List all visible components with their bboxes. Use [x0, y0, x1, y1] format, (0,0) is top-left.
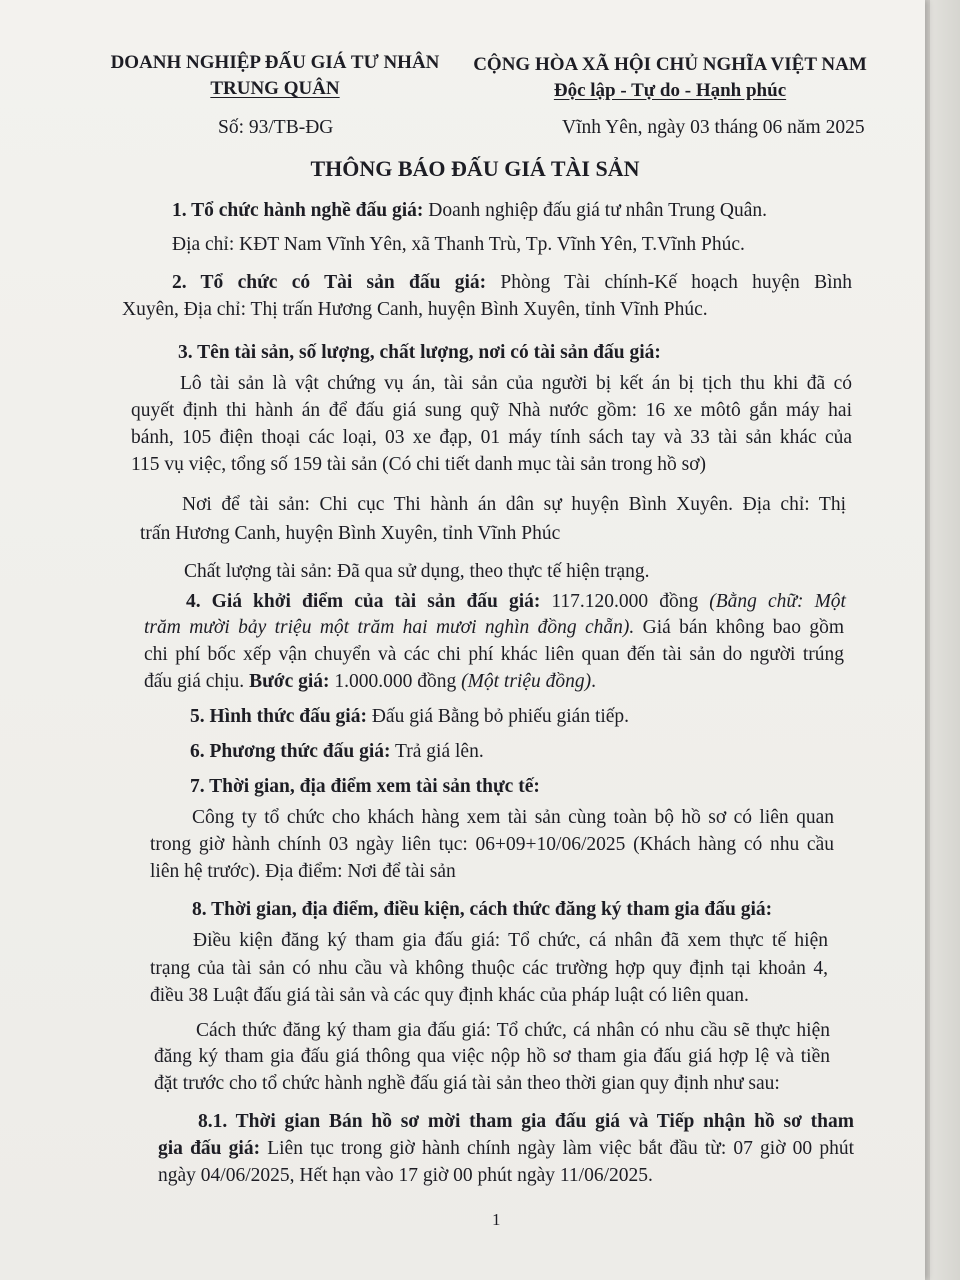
section-8-p1-line1: Điều kiện đăng ký tham gia đấu giá: Tổ chức, cá nhân đã xem thực tế hiện	[193, 930, 828, 951]
section-1-address: Địa chỉ: KĐT Nam Vĩnh Yên, xã Thanh Trù, Tp. Vĩnh Yên, T.Vĩnh Phúc.	[172, 234, 745, 255]
section-4-line2: trăm mười bảy triệu một trăm hai mươi nghìn đồng chẵn). Giá bán không bao gồm	[144, 617, 844, 638]
section-8-p2-line2: đăng ký tham gia đấu giá thông qua việc nộp hồ sơ tham gia đấu giá hợp lệ và tiền	[154, 1046, 830, 1067]
page-number: 1	[492, 1210, 501, 1229]
section-7-line1: Công ty tổ chức cho khách hàng xem tài sản cùng toàn bộ hồ sơ có liên quan	[192, 807, 834, 828]
section-8-1-line1: 8.1. Thời gian Bán hồ sơ mời tham gia đấu giá và Tiếp nhận hồ sơ tham	[198, 1111, 854, 1132]
section-8-p1-line3: điều 38 Luật đấu giá tài sản và các quy định khác của pháp luật có liên quan.	[150, 985, 749, 1006]
section-8-p2-line1: Cách thức đăng ký tham gia đấu giá: Tổ chức, cá nhân có nhu cầu sẽ thực hiện	[196, 1020, 830, 1041]
section-5: 5. Hình thức đấu giá: Đấu giá Bằng bỏ phiếu gián tiếp.	[190, 706, 630, 727]
place-date: Vĩnh Yên, ngày 03 tháng 06 năm 2025	[562, 117, 865, 138]
section-2-line2: Xuyên, Địa chỉ: Thị trấn Hương Canh, huyện Bình Xuyên, tỉnh Vĩnh Phúc.	[122, 299, 708, 320]
section-8-1-line2: gia đấu giá: Liên tục trong giờ hành chính ngày làm việc bắt đầu từ: 07 giờ 00 phút	[158, 1138, 854, 1159]
section-3-p1-line4: 115 vụ việc, tổng số 159 tài sản (Có chi tiết danh mục tài sản trong hồ sơ)	[131, 454, 706, 475]
section-4-line3: chi phí bốc xếp vận chuyển và các chi phí khác liên quan đến tài sản do người trúng	[144, 644, 844, 665]
org-name-line2: TRUNG QUÂN	[210, 78, 340, 99]
section-8-heading: 8. Thời gian, địa điểm, điều kiện, cách thức đăng ký tham gia đấu giá:	[192, 899, 773, 920]
section-4-line1: 4. Giá khởi điểm của tài sản đấu giá: 117.120.000 đồng (Bằng chữ: Một	[186, 591, 846, 612]
section-8-1-line3: ngày 04/06/2025, Hết hạn vào 17 giờ 00 phút ngày 11/06/2025.	[158, 1165, 653, 1186]
org-name: DOANH NGHIỆP ĐẤU GIÁ TƯ NHÂN	[110, 52, 440, 73]
section-7-line2: trong giờ hành chính 03 ngày liên tục: 06+09+10/06/2025 (Khách hàng có nhu cầu	[150, 834, 834, 855]
section-6: 6. Phương thức đấu giá: Trả giá lên.	[190, 741, 484, 762]
section-8-p1-line2: trạng của tài sản có nhu cầu và không thuộc các trường hợp quy định tại khoản 4,	[150, 958, 828, 979]
document-number: Số: 93/TB-ĐG	[218, 117, 334, 138]
section-3-p1-line2: quyết định thi hành án để đấu giá sung quỹ Nhà nước gồm: 16 xe môtô gắn máy hai	[131, 400, 852, 421]
country-name: CỘNG HÒA XÃ HỘI CHỦ NGHĨA VIỆT NAM	[473, 54, 867, 75]
section-8-p2-line3: đặt trước cho tổ chức hành nghề đấu giá tài sản theo thời gian quy định như sau:	[154, 1073, 780, 1094]
section-7-heading: 7. Thời gian, địa điểm xem tài sản thực tế:	[190, 776, 540, 797]
section-1: 1. Tổ chức hành nghề đấu giá: Doanh nghiệp đấu giá tư nhân Trung Quân.	[172, 200, 768, 221]
underlying-page-edge	[930, 0, 960, 1280]
section-3-p2-line2: trấn Hương Canh, huyện Bình Xuyên, tỉnh Vĩnh Phúc	[140, 523, 561, 544]
section-3-p1-line1: Lô tài sản là vật chứng vụ án, tài sản của người bị kết án bị tịch thu khi đã có	[180, 373, 852, 394]
section-3-p3: Chất lượng tài sản: Đã qua sử dụng, theo thực tế hiện trạng.	[184, 561, 650, 582]
section-2: 2. Tổ chức có Tài sản đấu giá: Phòng Tài chính-Kế hoạch huyện Bình	[172, 272, 852, 293]
national-motto: Độc lập - Tự do - Hạnh phúc	[553, 80, 787, 101]
section-4-line4: đấu giá chịu. Bước giá: 1.000.000 đồng (Một triệu đồng).	[144, 671, 596, 692]
section-3-p1-line3: bánh, 105 điện thoại các loại, 03 xe đạp, 01 máy tính sách tay và 33 tài sản khác của	[131, 427, 852, 448]
document-title: THÔNG BÁO ĐẤU GIÁ TÀI SẢN	[310, 156, 640, 181]
section-3-p2-line1: Nơi để tài sản: Chi cục Thi hành án dân sự huyện Bình Xuyên. Địa chỉ: Thị	[182, 494, 846, 515]
section-7-line3: liên hệ trước). Địa điểm: Nơi để tài sản	[150, 861, 456, 882]
section-3-heading: 3. Tên tài sản, số lượng, chất lượng, nơi có tài sản đấu giá:	[178, 342, 661, 363]
